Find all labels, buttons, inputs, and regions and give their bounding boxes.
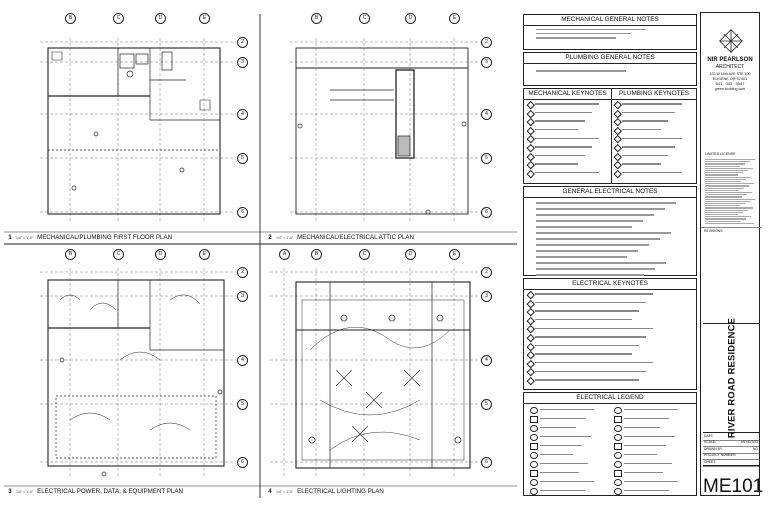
legend-row <box>530 442 610 450</box>
note-line <box>536 214 654 216</box>
license-text-line <box>705 201 750 202</box>
license-text-line <box>705 203 745 204</box>
firm-address: 433 W 10th AVE STE 100 <box>709 72 751 76</box>
keynote-row <box>611 117 697 126</box>
section-title: PLUMBING KEYNOTES <box>611 89 697 100</box>
keynote-row <box>524 359 696 368</box>
mechanical-general-notes <box>523 14 697 50</box>
field-key: DRAWN BY: <box>704 446 723 451</box>
note-line <box>536 262 666 264</box>
legend-row <box>530 460 610 468</box>
grid-row-bubble: 6 <box>481 207 492 218</box>
license-text-line <box>705 196 742 197</box>
license-text-line <box>705 194 747 195</box>
note-line <box>536 220 643 222</box>
legend-row <box>614 451 694 459</box>
grid-row-bubble: 5 <box>237 153 248 164</box>
section-title: PLUMBING GENERAL NOTES <box>524 53 696 64</box>
legend-row <box>530 469 610 477</box>
note-line <box>536 208 665 210</box>
note-line <box>536 274 644 276</box>
grid-row-bubble: 4 <box>237 109 248 120</box>
keynote-row <box>524 307 696 316</box>
plan-title: ELECTRICAL POWER, DATA, & EQUIPMENT PLAN <box>37 488 183 495</box>
legend-row <box>614 487 694 495</box>
grid-col-bubble: B <box>65 13 76 24</box>
license-text-line <box>705 177 751 178</box>
grid-row-bubble: 3 <box>237 57 248 68</box>
plan-number: 2 <box>268 234 272 241</box>
license-text-line <box>705 168 753 169</box>
section-title: ELECTRICAL KEYNOTES <box>524 279 696 290</box>
firm-phone: 541 . 343 . 5547 <box>715 81 745 86</box>
grid-row-bubble: 5 <box>481 153 492 164</box>
grid-row-bubble: 6 <box>481 457 492 468</box>
keynote-row <box>611 109 697 118</box>
plan-number: 1 <box>8 234 12 241</box>
keynote-row <box>524 169 611 178</box>
plan-2-drawing <box>290 38 486 222</box>
plan-3-drawing <box>40 268 236 478</box>
field-key: DATE: <box>704 434 714 438</box>
keynote-row <box>611 134 697 143</box>
license-text-line <box>705 181 741 182</box>
mechanical-keynotes <box>524 89 612 183</box>
grid-col-bubble: C <box>113 249 124 260</box>
grid-row-bubble: 2 <box>237 267 248 278</box>
keynotes-panel <box>523 88 697 184</box>
license-text-line <box>705 205 740 206</box>
license-text-line <box>705 218 746 219</box>
grid-row-bubble: 3 <box>481 291 492 302</box>
grid-col-bubble: D <box>405 249 416 260</box>
grid-col-bubble: D <box>155 249 166 260</box>
plan-scale: 1/4" = 1'-0" <box>16 236 34 240</box>
grid-row-bubble: 4 <box>237 355 248 366</box>
license-text-line <box>705 223 754 224</box>
keynote-row <box>611 160 697 169</box>
keynote-row <box>611 152 697 161</box>
grid-col-bubble: B <box>311 249 322 260</box>
plan-title: MECHANICAL/PLUMBING FIRST FLOOR PLAN <box>37 234 173 241</box>
license-text-line <box>705 199 755 200</box>
keynote-row <box>524 100 611 109</box>
grid-row-bubble: 3 <box>237 291 248 302</box>
license-text-line <box>705 190 739 191</box>
license-text-line <box>705 172 743 173</box>
plumbing-keynotes <box>611 89 697 183</box>
license-text-line <box>705 161 750 162</box>
plan-number: 3 <box>8 488 12 495</box>
grid-col-bubble: C <box>359 249 370 260</box>
plan-title: ELECTRICAL LIGHTING PLAN <box>297 488 384 495</box>
section-title: ELECTRICAL LEGEND <box>524 393 696 404</box>
grid-row-bubble: 6 <box>237 207 248 218</box>
electrical-legend <box>523 392 697 496</box>
grid-col-bubble: D <box>405 13 416 24</box>
grid-row-bubble: 3 <box>481 57 492 68</box>
grid-row-bubble: 2 <box>481 267 492 278</box>
plan-label-4 <box>264 487 384 496</box>
sheet-number: ME101 <box>703 465 759 508</box>
license-text-line <box>705 185 749 186</box>
note-line <box>536 256 627 258</box>
license-text-line <box>705 174 738 175</box>
note-line <box>536 268 655 270</box>
legend-row <box>530 406 610 414</box>
license-text-line <box>705 170 748 171</box>
grid-col-bubble: C <box>113 13 124 24</box>
keynote-row <box>611 126 697 135</box>
field-key: SHEET: <box>704 459 716 464</box>
plan-number: 4 <box>268 488 272 495</box>
license-text-line <box>705 166 740 167</box>
plan-1-drawing <box>40 38 236 222</box>
license-title: LIMITED LICENSE <box>705 152 736 156</box>
firm-role: ARCHITECT <box>715 64 745 70</box>
note-line <box>536 202 676 204</box>
keynote-row <box>524 333 696 342</box>
revisions-label: REVISIONS <box>701 227 762 234</box>
legend-row <box>530 424 610 432</box>
keynote-row <box>524 342 696 351</box>
note-line <box>536 226 632 228</box>
keynote-row <box>524 367 696 376</box>
legend-row <box>614 415 694 423</box>
plumbing-general-notes <box>523 52 697 86</box>
legend-row <box>614 478 694 486</box>
keynote-row <box>524 324 696 333</box>
section-title: MECHANICAL KEYNOTES <box>524 89 611 100</box>
field-key: PROJECT NUMBER: <box>704 453 737 458</box>
legend-row <box>614 424 694 432</box>
grid-col-bubble: A <box>279 249 290 260</box>
keynote-row <box>524 316 696 325</box>
license-text-line <box>705 221 741 222</box>
keynote-row <box>611 143 697 152</box>
plan-scale: 1/4" = 1'-0" <box>16 490 34 494</box>
section-title: GENERAL ELECTRICAL NOTES <box>524 187 696 198</box>
plan-label-1 <box>4 233 172 242</box>
license-text-line <box>705 192 752 193</box>
note-line <box>536 244 649 246</box>
grid-row-bubble: 5 <box>237 399 248 410</box>
keynote-row <box>524 143 611 152</box>
title-block <box>700 12 764 497</box>
legend-row <box>530 451 610 459</box>
keynote-row <box>524 134 611 143</box>
field-value: AS NOTED <box>740 440 758 445</box>
grid-row-bubble: 6 <box>237 457 248 468</box>
firm-logo-icon <box>719 29 743 53</box>
keynote-row <box>524 350 696 359</box>
firm-name: NIR PEARLSON <box>707 57 753 63</box>
field-key: SCALE: <box>704 440 717 445</box>
note-line <box>536 238 660 240</box>
grid-row-bubble: 5 <box>481 399 492 410</box>
keynote-row <box>611 169 697 178</box>
legend-row <box>530 433 610 441</box>
grid-col-bubble: E <box>199 249 210 260</box>
plan-label-3 <box>4 487 183 496</box>
firm-web: green-building.com <box>714 87 746 91</box>
project-name: RIVER ROAD RESIDENCE <box>725 317 737 439</box>
grid-col-bubble: E <box>449 249 460 260</box>
note-line <box>536 232 671 234</box>
license-text-line <box>705 212 743 213</box>
grid-col-bubble: D <box>155 13 166 24</box>
plan-scale: 1/4" = 1'-0" <box>276 490 294 494</box>
legend-row <box>614 460 694 468</box>
legend-row <box>614 406 694 414</box>
firm-city: EUGENE OR 97401 <box>712 77 748 81</box>
keynote-row <box>524 117 611 126</box>
legend-row <box>530 478 610 486</box>
grid-col-bubble: C <box>359 13 370 24</box>
field-value: NG <box>752 446 758 451</box>
plan-label-2 <box>264 233 414 242</box>
legend-row <box>530 487 610 495</box>
keynote-row <box>611 100 697 109</box>
legend-row <box>614 433 694 441</box>
license-text-line <box>705 207 753 208</box>
license-text-line <box>705 163 745 164</box>
grid-col-bubble: E <box>449 13 460 24</box>
grid-row-bubble: 2 <box>481 37 492 48</box>
license-text-line <box>705 210 748 211</box>
legend-row <box>530 415 610 423</box>
keynote-row <box>524 160 611 169</box>
keynote-row <box>524 290 696 299</box>
license-text-line <box>705 179 746 180</box>
license-text-line <box>705 216 751 217</box>
plan-scale: 1/4" = 1'-0" <box>276 236 294 240</box>
keynote-row <box>524 376 696 385</box>
keynote-row <box>524 299 696 308</box>
grid-row-bubble: 2 <box>237 37 248 48</box>
electrical-keynotes <box>523 278 697 390</box>
plan-title: MECHANICAL/ELECTRICAL ATTIC PLAN <box>297 234 414 241</box>
general-electrical-notes <box>523 186 697 276</box>
legend-row <box>614 469 694 477</box>
license-text-line <box>705 214 738 215</box>
grid-col-bubble: B <box>65 249 76 260</box>
license-text-line <box>705 159 755 160</box>
keynote-row <box>524 126 611 135</box>
license-text-line <box>705 183 754 184</box>
license-text-line <box>705 188 744 189</box>
section-title: MECHANICAL GENERAL NOTES <box>524 15 696 26</box>
legend-row <box>614 442 694 450</box>
grid-col-bubble: E <box>199 13 210 24</box>
grid-row-bubble: 4 <box>481 109 492 120</box>
grid-row-bubble: 4 <box>481 355 492 366</box>
plan-4-drawing <box>270 268 486 478</box>
note-line <box>536 250 638 252</box>
grid-col-bubble: B <box>311 13 322 24</box>
keynote-row <box>524 152 611 161</box>
keynote-row <box>524 109 611 118</box>
